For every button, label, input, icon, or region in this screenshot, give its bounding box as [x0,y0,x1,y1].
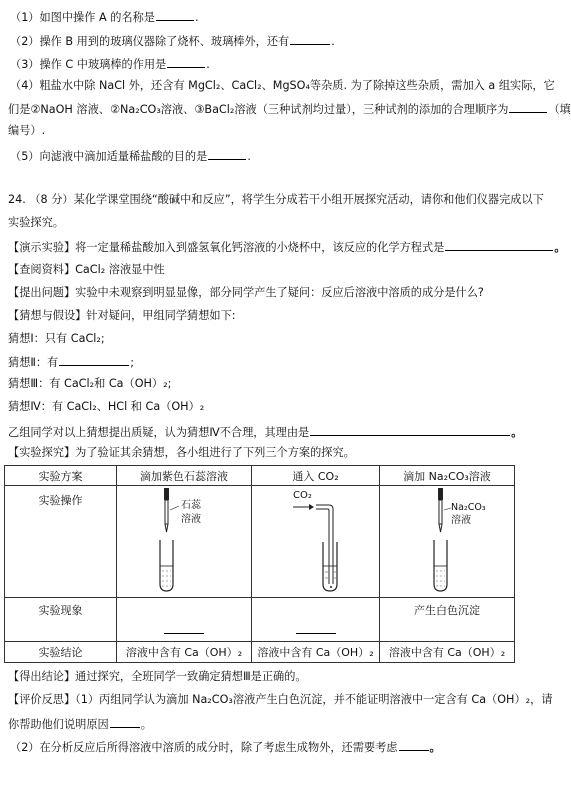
table-header-row [5,466,515,486]
q23-line-5: （5）向滤液中滴加适量稀盐酸的目的是 . [10,147,251,165]
answer-blank[interactable] [167,55,205,68]
row-label-phenomenon: 实验现象 [5,598,117,642]
table-header-cell: 实验方案 [5,466,117,486]
row-label-operation: 实验操作 [5,486,117,598]
q23-line-1: （1）如图中操作 A 的名称是 . [10,8,199,26]
na2co3-apparatus-cell [380,486,515,598]
answer-blank[interactable] [156,8,194,21]
answer-blank[interactable] [290,32,330,45]
row-label-conclusion: 实验结论 [5,642,117,663]
guess-2: 猜想Ⅱ：有 ; [8,353,134,371]
answer-blank[interactable] [445,238,553,251]
litmus-label: 石蕊 [181,500,201,511]
q24-reflection-2: 你帮助他们说明原因 。 [8,715,152,733]
q24-reference: 【查阅资料】CaCl₂ 溶液显中性 [8,263,165,276]
q24-demo: 【演示实验】将一定量稀盐酸加入到盛氢氧化钙溶液的小烧杯中，该反应的化学方程式是 。 [8,238,566,256]
q24-conclusion: 【得出结论】通过探究，全班同学一致确定猜想Ⅲ是正确的。 [8,670,307,683]
q24-reflection-1: 【评价反思】（1）丙组同学认为滴加 Na₂CO₃溶液产生白色沉淀，并不能证明溶液中一定含有 Ca（OH）₂，请 [8,693,553,706]
solution-label: 溶液 [451,515,471,526]
q24-explore: 【实验探究】为了验证其余猜想，各小组进行了下列三个方案的探究。 [8,446,355,459]
table-row-phenomenon [5,598,515,642]
table-row-operation [5,486,515,598]
conclusion-cell: 溶液中含有 Ca（OH）₂ [252,642,380,663]
litmus-dropper-test-tube-diagram [119,486,249,594]
conclusion-cell: 溶液中含有 Ca（OH）₂ [117,642,252,663]
q23-line-2: （2）操作 B 用到的玻璃仪器除了烧杯、玻璃棒外，还有 . [10,32,335,50]
answer-blank[interactable] [59,353,129,366]
table-header-cell: 滴加 Na₂CO₃溶液 [380,466,515,486]
q24-hypothesis-heading: 【猜想与假设】针对疑问，甲组同学猜想如下: [8,309,236,322]
q23-line-4c: 编号）. [8,124,46,137]
na2co3-dropper-test-tube-diagram [381,486,513,594]
table-row-conclusion [5,642,515,663]
table-header-cell: 滴加紫色石蕊溶液 [117,466,252,486]
phenomenon-blank-litmus[interactable] [117,598,252,642]
guess-4: 猜想Ⅳ：有 CaCl₂、HCl 和 Ca（OH）₂ [8,400,205,413]
q23-line-3: （3）操作 C 中玻璃棒的作用是 . [10,55,210,73]
q24-objection: 乙组同学对以上猜想提出质疑，认为猜想Ⅳ不合理，其理由是 。 [8,423,522,441]
litmus-apparatus-cell [117,486,252,598]
table-header-cell: 通入 CO₂ [252,466,380,486]
co2-label: CO₂ [292,490,312,501]
guess-1: 猜想Ⅰ：只有 CaCl₂; [8,332,105,345]
phenomenon-blank-co2[interactable] [252,598,380,642]
phenomenon-na2co3: 产生白色沉淀 [380,598,515,642]
na2co3-label: Na₂CO₃ [451,502,486,513]
co2-apparatus-cell [252,486,380,598]
q24-intro-2: 实验探究。 [8,216,64,229]
q23-line-4a: （4）粗盐水中除 NaCl 外，还含有 MgCl₂、CaCl₂、MgSO₄等杂质. 为了除掉这些杂质，需加入 a 组实际，它 [10,79,555,92]
q24-reflection-3: （2）在分析反应后所得溶液中溶质的成分时，除了考虑生成物外，还需要考虑 。 [10,738,441,756]
answer-blank[interactable] [208,147,246,160]
q24-intro-1: 24. （8 分）某化学课堂围绕“酸碱中和反应”，将学生分成若干小组开展探究活动，请你和他们仪器完成以下 [8,193,544,206]
answer-blank[interactable] [110,715,140,728]
q24-question: 【提出问题】实验中未观察到明显显像，部分同学产生了疑问：反应后溶液中溶质的成分是什么? [8,286,484,299]
answer-blank[interactable] [509,100,547,113]
co2-bubbling-diagram [253,486,379,594]
answer-blank[interactable] [310,423,510,436]
conclusion-cell: 溶液中含有 Ca（OH）₂ [380,642,515,663]
answer-blank[interactable] [399,738,429,751]
solution-label: 溶液 [181,514,201,525]
experiment-table [4,465,515,663]
q23-line-4b: 们是②NaOH 溶液、②Na₂CO₃溶液、③BaCl₂溶液（三种试剂均过量），三种试剂的添加的合理顺序为 （填 [8,100,571,118]
guess-3: 猜想Ⅲ：有 CaCl₂和 Ca（OH）₂; [8,377,172,390]
